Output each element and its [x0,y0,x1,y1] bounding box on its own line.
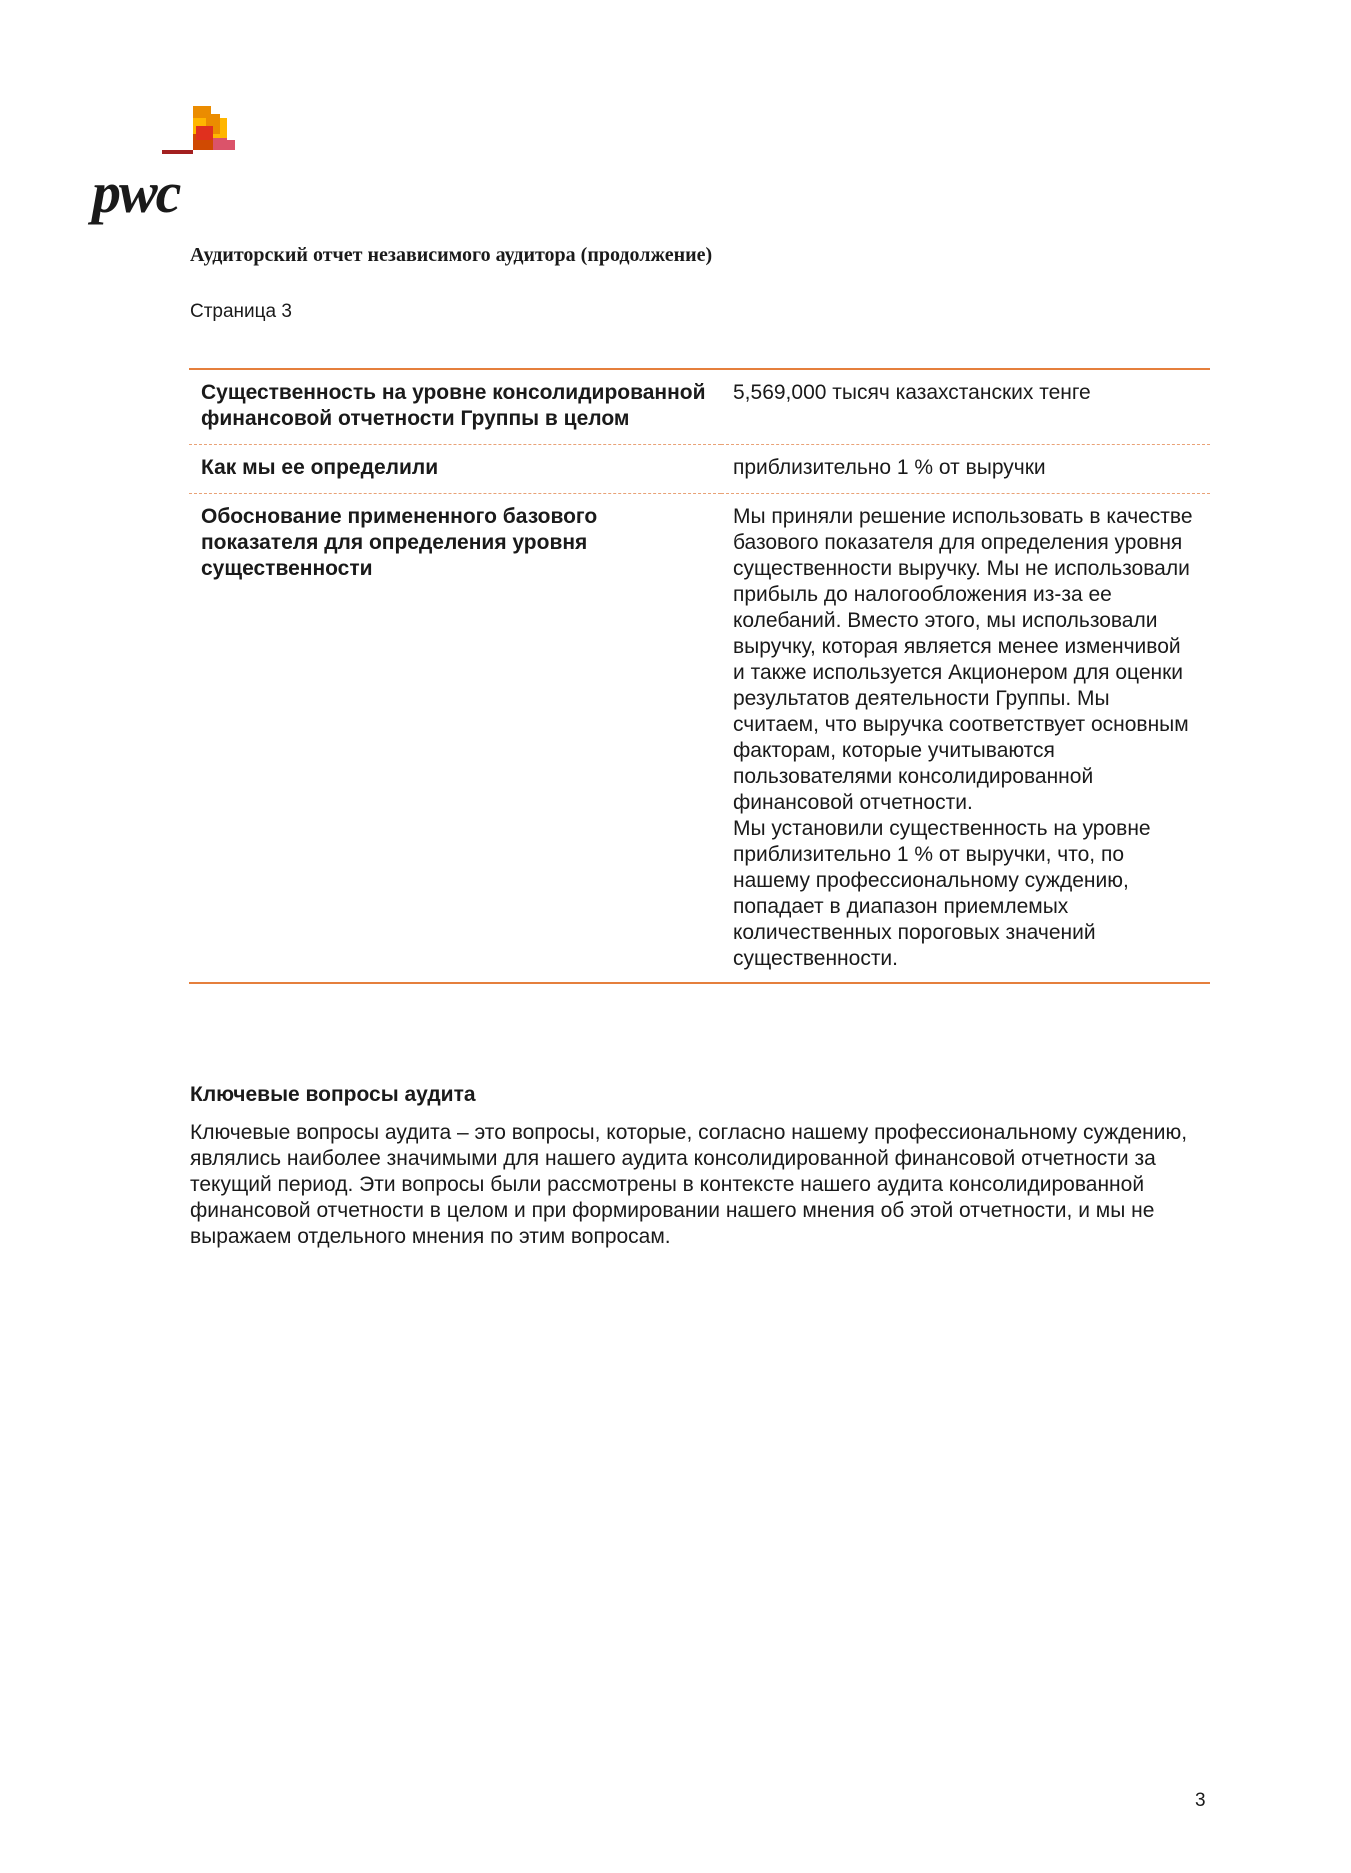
report-title: Аудиторский отчет независимого аудитора (продолжение) [190,244,713,266]
pwc-logo [88,104,258,234]
materiality-table [189,368,1210,984]
table-row [189,445,1210,494]
page-label: Страница 3 [190,301,292,322]
pwc-logo-wordmark: pwc [92,160,180,225]
page-number: 3 [1195,1790,1206,1811]
rationale-value [721,494,1210,984]
table-row [189,370,1210,445]
method-label: Как мы ее определили [189,445,721,494]
key-audit-matters-heading: Ключевые вопросы аудита [190,1083,476,1106]
key-audit-matters-text: Ключевые вопросы аудита – это вопросы, которые, согласно нашему профессиональному суждению, являлись наиболее значимыми для нашего аудита консолидированной финансовой отчетности за текущий период. Эти вопросы были рассмотрены в контексте нашего аудита консолидированной финансовой отчетности в целом и при формировании нашего мнения об этой отчетности, и мы не выражаем отдельного мнения по этим вопросам. [190,1121,1188,1248]
rationale-paragraph: Мы приняли решение использовать в качестве базового показателя для определения уровня существенности выручку. Мы не использовали прибыль до налогообложения из-за ее колебаний. Вместо этого, мы использовали выручку, которая является менее изменчивой и также используется Акционером для оценки результатов деятельности Группы. Мы считаем, что выручка соответствует основным факторам, которые учитываются пользователями консолидированной финансовой отчетности. [733,505,1193,814]
materiality-value: 5,569,000 тысяч казахстанских тенге [721,370,1210,445]
rationale-label: Обоснование примененного базового показателя для определения уровня существенности [189,494,721,984]
materiality-label: Существенность на уровне консолидированной финансовой отчетности Группы в целом [189,370,721,445]
rationale-paragraph: Мы установили существенность на уровне приблизительно 1 % от выручки, что, по нашему профессиональному суждению, попадает в диапазон приемлемых количественных пороговых значений существенности. [733,817,1151,970]
table-row [189,494,1210,984]
pwc-logo-mark [88,104,258,164]
method-value: приблизительно 1 % от выручки [721,445,1210,494]
